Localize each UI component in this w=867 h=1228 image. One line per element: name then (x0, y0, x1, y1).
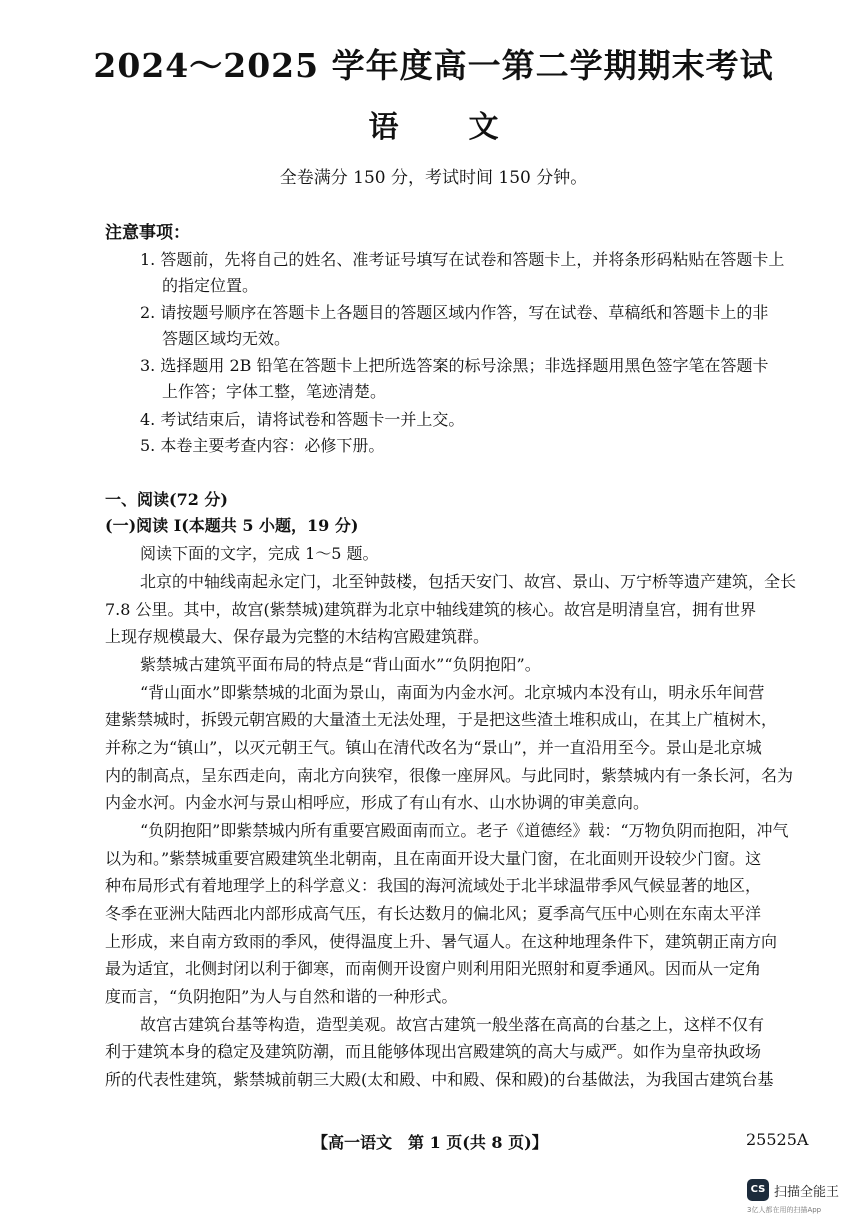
passage-line: 最为适宜，北侧封闭以利于御寒，而南侧开设窗户则利用阳光照射和夏季通风。因而从一定角 (105, 959, 762, 978)
passage-line: 所的代表性建筑，紫禁城前朝三大殿(太和殿、中和殿、保和殿)的台基做法，为我国古建筑台基 (105, 1070, 774, 1089)
passage-line: 度而言，“负阴抱阳”为人与自然和谐的一种形式。 (105, 987, 458, 1006)
passage-line: 利于建筑本身的稳定及建筑防潮，而且能够体现出宫殿建筑的高大与威严。如作为皇帝执政场 (105, 1042, 762, 1061)
passage-line: 建紫禁城时，拆毁元朝宫殿的大量渣土无法处理，于是把这些渣土堆积成山，在其上广植树木， (105, 710, 778, 729)
camscanner-logo-icon: CS (747, 1179, 769, 1201)
passage-line: 冬季在亚洲大陆西北内部形成高气压，有长达数月的偏北风；夏季高气压中心则在东南太平洋 (105, 904, 762, 923)
reading-instruction: 阅读下面的文字，完成 1～5 题。 (140, 544, 379, 563)
notice-title: 注意事项： (105, 223, 190, 243)
passage-line: 上现存规模最大、保存最为完整的木结构宫殿建筑群。 (105, 627, 490, 646)
passage-line: 故宫古建筑台基等构造，造型美观。故宫古建筑一般坐落在高高的台基之上，这样不仅有 (140, 1015, 765, 1034)
passage-line: 种布局形式有着地理学上的科学意义：我国的海河流域处于北半球温带季风气候显著的地区， (105, 876, 762, 895)
notice-line: 上作答；字体工整，笔迹清楚。 (162, 382, 387, 401)
watermark-tagline: 3亿人都在用的扫描App (747, 1206, 822, 1214)
section-heading: 一、阅读(72 分) (105, 490, 228, 509)
passage-line: “背山面水”即紫禁城的北面为景山，南面为内金水河。北京城内本没有山，明永乐年间营 (140, 683, 765, 702)
passage-line: 内金水河。内金水河与景山相呼应，形成了有山有水、山水协调的审美意向。 (105, 793, 650, 812)
exam-title: 2024～2025 学年度高一第二学期期末考试 (93, 46, 774, 85)
notice-line: 的指定位置。 (162, 276, 259, 295)
exam-info: 全卷满分 150 分，考试时间 150 分钟。 (279, 168, 588, 188)
passage-line: 紫禁城古建筑平面布局的特点是“背山面水”“负阴抱阳”。 (140, 655, 541, 674)
subject-title: 语文 (368, 110, 569, 145)
notice-line: 答题区域均无效。 (162, 329, 291, 348)
passage-line: 并称之为“镇山”，以灭元朝王气。镇山在清代改名为“景山”，并一直沿用至今。景山是北京城 (105, 738, 762, 757)
passage-line: “负阴抱阳”即紫禁城内所有重要宫殿面南而立。老子《道德经》载：“万物负阴而抱阳，冲气 (140, 821, 789, 840)
passage-line: 7.8 公里。其中，故宫(紫禁城)建筑群为北京中轴线建筑的核心。故宫是明清皇宫，拥有世界 (105, 600, 757, 619)
watermark-app-name: 扫描全能王 (774, 1185, 840, 1200)
passage-line: 内的制高点，呈东西走向，南北方向狭窄，很像一座屏风。与此同时，紫禁城内有一条长河，名为 (105, 766, 794, 785)
section-subheading: (一)阅读 Ⅰ(本题共 5 小题，19 分) (105, 516, 359, 535)
notice-line: 5. 本卷主要考查内容：必修下册。 (140, 436, 385, 455)
passage-line: 以为和。”紫禁城重要宫殿建筑坐北朝南，且在南面开设大量门窗，在北面则开设较少门窗。这 (105, 849, 762, 868)
notice-line: 3. 选择题用 2B 铅笔在答题卡上把所选答案的标号涂黑；非选择题用黑色签字笔在答题卡 (140, 356, 769, 375)
notice-line: 4. 考试结束后，请将试卷和答题卡一并上交。 (140, 410, 465, 429)
page-footer-label: 【高一语文 第 1 页(共 8 页)】 (312, 1133, 548, 1152)
paper-code: 25525A (746, 1130, 809, 1149)
passage-line: 上形成，来自南方致雨的季风，使得温度上升、暑气逼人。在这种地理条件下，建筑朝正南方向 (105, 932, 778, 951)
scanner-watermark (747, 1173, 859, 1221)
notice-line: 2. 请按题号顺序在答题卡上各题目的答题区域内作答，写在试卷、草稿纸和答题卡上的非 (140, 303, 769, 322)
passage-line: 北京的中轴线南起永定门，北至钟鼓楼，包括天安门、故宫、景山、万宁桥等遗产建筑，全长 (140, 572, 797, 591)
notice-line: 1. 答题前，先将自己的姓名、准考证号填写在试卷和答题卡上，并将条形码粘贴在答题卡上 (140, 250, 785, 269)
